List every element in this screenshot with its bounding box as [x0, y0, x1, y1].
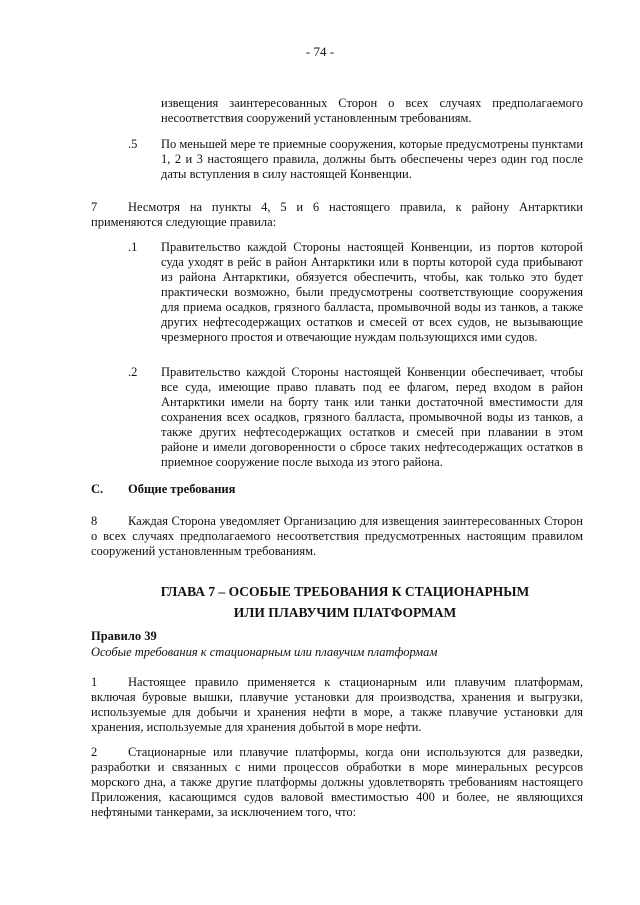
rule-subtitle: Особые требования к стационарным или плавучим платформам	[91, 645, 438, 659]
paragraph-number: 7	[91, 200, 98, 214]
rule-paragraph-2	[91, 745, 583, 820]
paragraph-number: 8	[91, 514, 98, 528]
paragraph-number: 1	[91, 675, 98, 689]
paragraph-text: Стационарные или плавучие платформы, когда они используются для разведки, разработки и связанных с ними процессов обработки в море минеральных ресурсов морского дна, а также другие платформы должны удовлетворять требованиям настоящего Приложения, касающимся судов валовой вместимостью 400 и более, не являющихся нефтяными танкерами, за исключением того, что:	[91, 745, 583, 819]
item-text: Правительство каждой Стороны настоящей Конвенции обеспечивает, чтобы все суда, имеющие право плавать под ее флагом, перед входом в район Антарктики имели на борту танк или танки достаточной вместимости для сохранения всех осадков, грязного балласта, промывочной воды из танков, а также других нефтесодержащих остатков и смесей при плавании в этом районе и имели договоренности о сбросе таких нефтесодержащих остатков в приемное сооружение после выхода из этого района.	[161, 365, 583, 469]
chapter-heading-line-1: ГЛАВА 7 – ОСОБЫЕ ТРЕБОВАНИЯ К СТАЦИОНАРНЫМ	[160, 584, 530, 599]
item-text: По меньшей мере те приемные сооружения, которые предусмотрены пунктами 1, 2 и 3 настоящего правила, должны быть обеспечены через один год после даты вступления в силу настоящей Конвенции.	[161, 137, 584, 181]
page-number: - 74 -	[305, 44, 335, 59]
section-letter: C.	[91, 482, 104, 496]
paragraph-number: 2	[91, 745, 98, 759]
item-text: Правительство каждой Стороны настоящей Конвенции, из портов которой суда уходят в рейс в район Антарктики или в порты которой суда прибывают из района Антарктики, обязуется обеспечить, чтобы, как только это будет практически возможно, были предусмотрены соответствующие сооружения для приема осадков, грязного балласта, промывочной воды из танков, а также других нефтесодержащих остатков и смесей от всех судов, не вызывающие чрезмерного простоя и отвечающие нуждам пользующихся ими судов.	[161, 240, 583, 344]
section-title: Общие требования	[128, 482, 236, 496]
item-number: .1	[128, 240, 138, 254]
paragraph-6-continuation: извещения заинтересованных Сторон о всех случаях предполагаемого несоответствия сооружений установленным требованиям.	[161, 96, 583, 125]
item-number: .5	[128, 137, 138, 151]
rule-title: Правило 39	[91, 629, 157, 643]
chapter-heading-line-2: ИЛИ ПЛАВУЧИМ ПЛАТФОРМАМ	[233, 605, 457, 620]
paragraph-text: Каждая Сторона уведомляет Организацию для извещения заинтересованных Сторон о всех случаях предполагаемого несоответствия предусмотренных настоящим правилом сооружений установленным требованиям.	[91, 514, 583, 558]
paragraph-text: Несмотря на пункты 4, 5 и 6 настоящего правила, к району Антарктики применяются следующие правила:	[91, 200, 583, 229]
paragraph-7	[91, 200, 583, 230]
rule-paragraph-1	[91, 675, 583, 735]
paragraph-8	[91, 514, 583, 559]
item-number: .2	[128, 365, 138, 379]
paragraph-text: Настоящее правило применяется к стационарным или плавучим платформам, включая буровые вышки, плавучие установки для производства, хранения и выгрузки, используемые для добычи и хранения нефти в море, а также плавучие установки для хранения, используемые для хранения добытой в море нефти.	[91, 675, 583, 734]
